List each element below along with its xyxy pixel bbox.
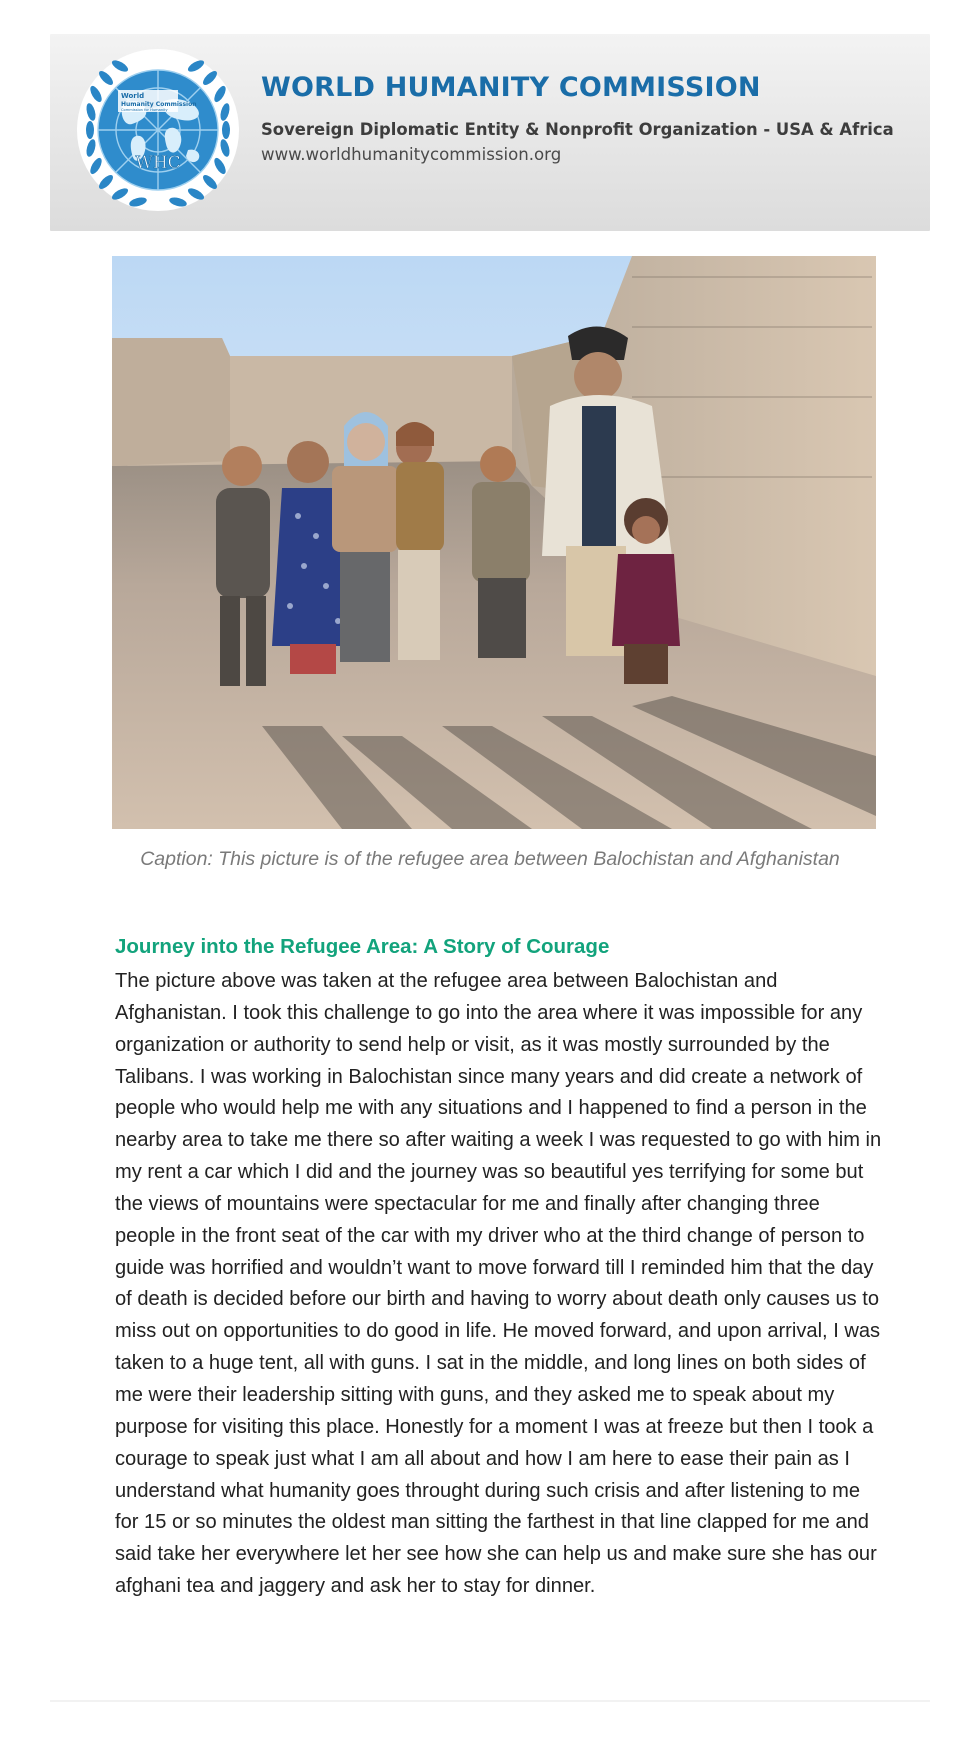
header-banner [50, 34, 930, 231]
logo-text-small: Commission for Humanity [121, 108, 168, 112]
logo-text-world: World [121, 92, 145, 100]
refugee-children-photo [112, 256, 876, 829]
organization-website[interactable]: www.worldhumanitycommission.org [261, 145, 562, 164]
logo-monogram: WHC [135, 153, 181, 173]
article-heading: Journey into the Refugee Area: A Story of Courage [115, 935, 610, 958]
organization-tagline: Sovereign Diplomatic Entity & Nonprofit Organization - USA & Africa [261, 120, 894, 139]
globe-laurel-emblem-icon [74, 46, 242, 214]
photo-caption: Caption: This picture is of the refugee area between Balochistan and Afghanistan [140, 848, 840, 870]
refugee-area-photo [112, 256, 876, 829]
bottom-divider [50, 1700, 930, 1702]
logo-text-humanity: Humanity Commission [121, 101, 197, 108]
organization-name: WORLD HUMANITY COMMISSION [261, 72, 761, 103]
article-body: The picture above was taken at the refugee area between Balochistan and Afghanistan. I took this challenge to go into the area where it was impossible for any organization or authority to send help or visit, as it was mostly surrounded by the Talibans. I was working in Balochistan since many years and did create a network of people who would help me with any situations and I happened to find a person in the nearby area to take me there so after waiting a week I was requested to go with him in my rent a car which I did and the journey was so beautiful yes terrifying for some but the views of mountains were spectacular for me and finally after changing three people in the front seat of the car with my driver who at the third change of person to guide was horrified and wouldn’t want to move forward till I reminded him that the day of death is decided before our birth and having to worry about death only causes us to miss out on opportunities to do good in life. He moved forward, and upon arrival, I was taken to a huge tent, all with guns. I sat in the middle, and long lines on both sides of me were their leadership sitting with guns, and they asked me to speak about my purpose for visiting this place. Honestly for a moment I was at freeze but then I took a courage to speak just what I am all about and how I am here to ease their pain as I understand what humanity goes throught during such crisis and after listening to me for 15 or so minutes the oldest man sitting the farthest in that line clapped for me and said take her everywhere let her see how she can help us and make sure she has our afghani tea and jaggery and ask her to stay for dinner. [115, 970, 882, 1598]
